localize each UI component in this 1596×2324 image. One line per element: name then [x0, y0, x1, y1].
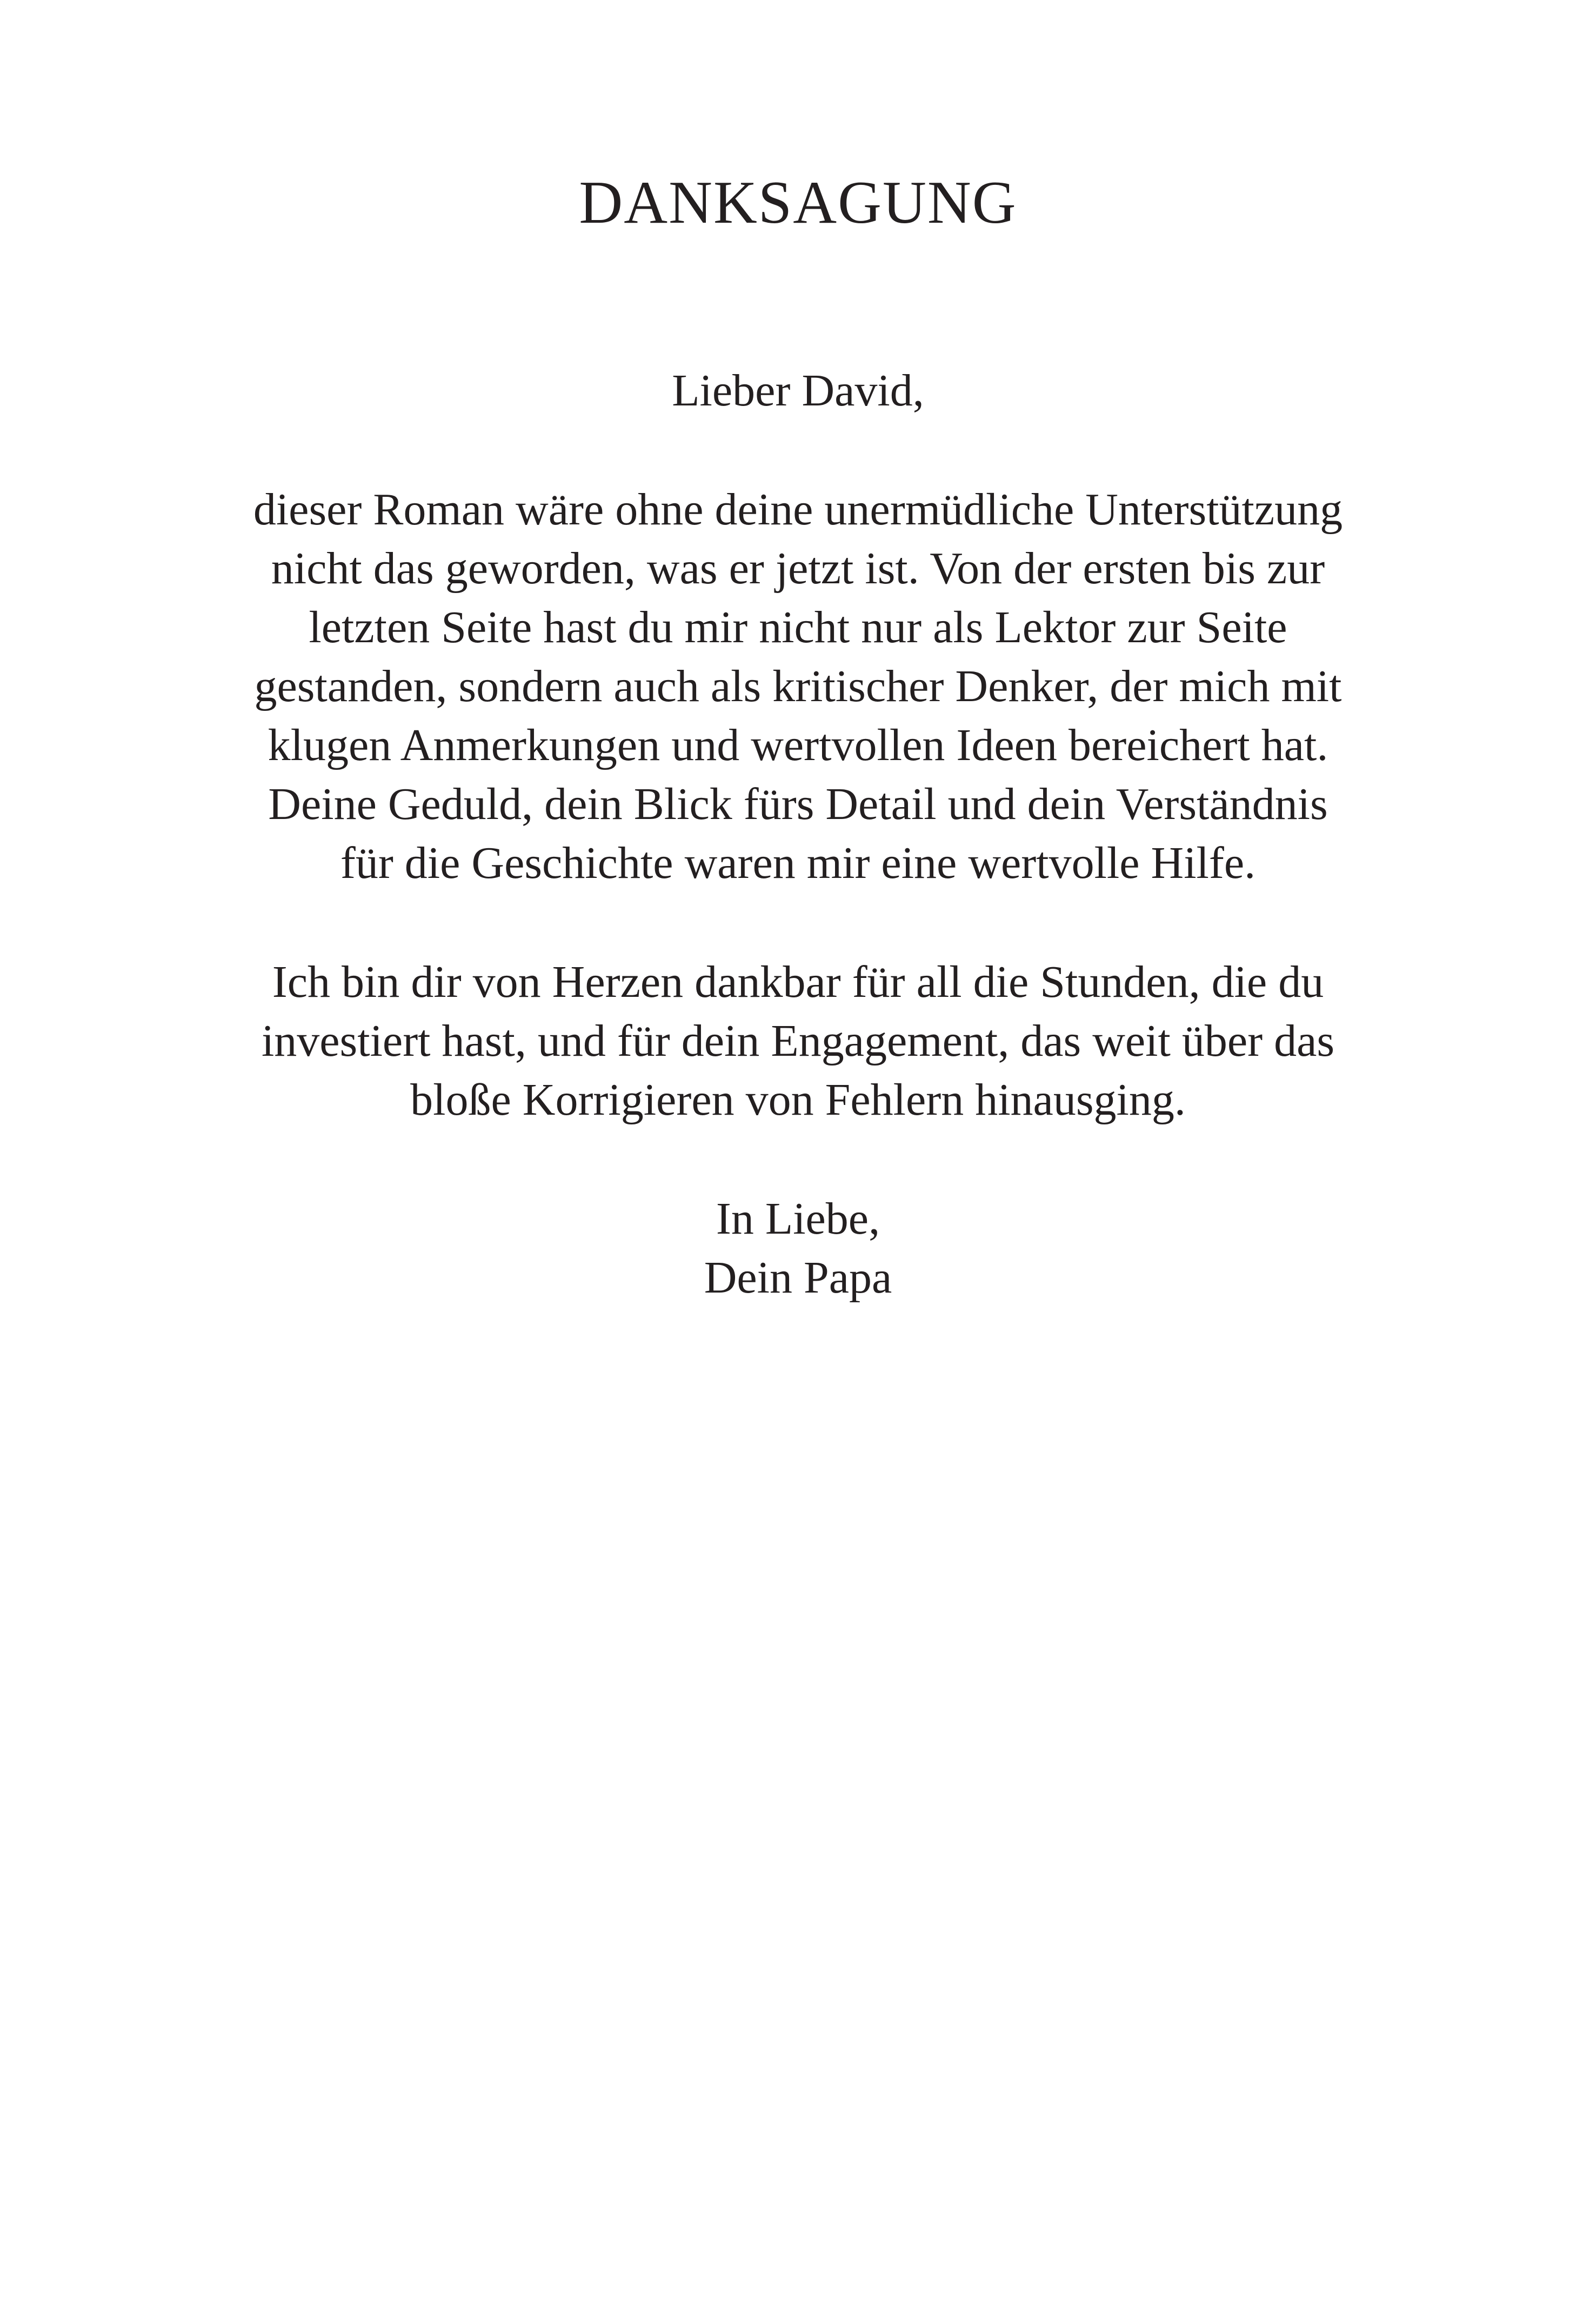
paragraph-line: gestanden, sondern auch als kritischer Denker, der mich mit — [254, 661, 1342, 711]
paragraph-line: investiert hast, und für dein Engagement, das weit über das — [261, 1016, 1335, 1066]
paragraph-line: letzten Seite hast du mir nicht nur als Lektor zur Seite — [309, 602, 1287, 652]
paragraph-line: dieser Roman wäre ohne deine unermüdliche Unterstützung — [253, 484, 1343, 535]
signature: Dein Papa — [704, 1253, 892, 1303]
paragraph-line: klugen Anmerkungen und wertvollen Ideen bereichert hat. — [268, 720, 1328, 770]
paragraph-line: bloße Korrigieren von Fehlern hinausging. — [410, 1075, 1186, 1125]
paragraph-line: nicht das geworden, was er jetzt ist. Von der ersten bis zur — [271, 543, 1325, 594]
paragraph-line: Deine Geduld, dein Blick fürs Detail und dein Verständnis — [268, 779, 1328, 829]
page-title: DANKSAGUNG — [579, 169, 1017, 236]
salutation: Lieber David, — [672, 365, 924, 416]
paragraph-line: Ich bin dir von Herzen dankbar für all die Stunden, die du — [272, 957, 1324, 1007]
closing: In Liebe, — [716, 1194, 880, 1244]
paragraph-line: für die Geschichte waren mir eine wertvolle Hilfe. — [340, 838, 1256, 888]
